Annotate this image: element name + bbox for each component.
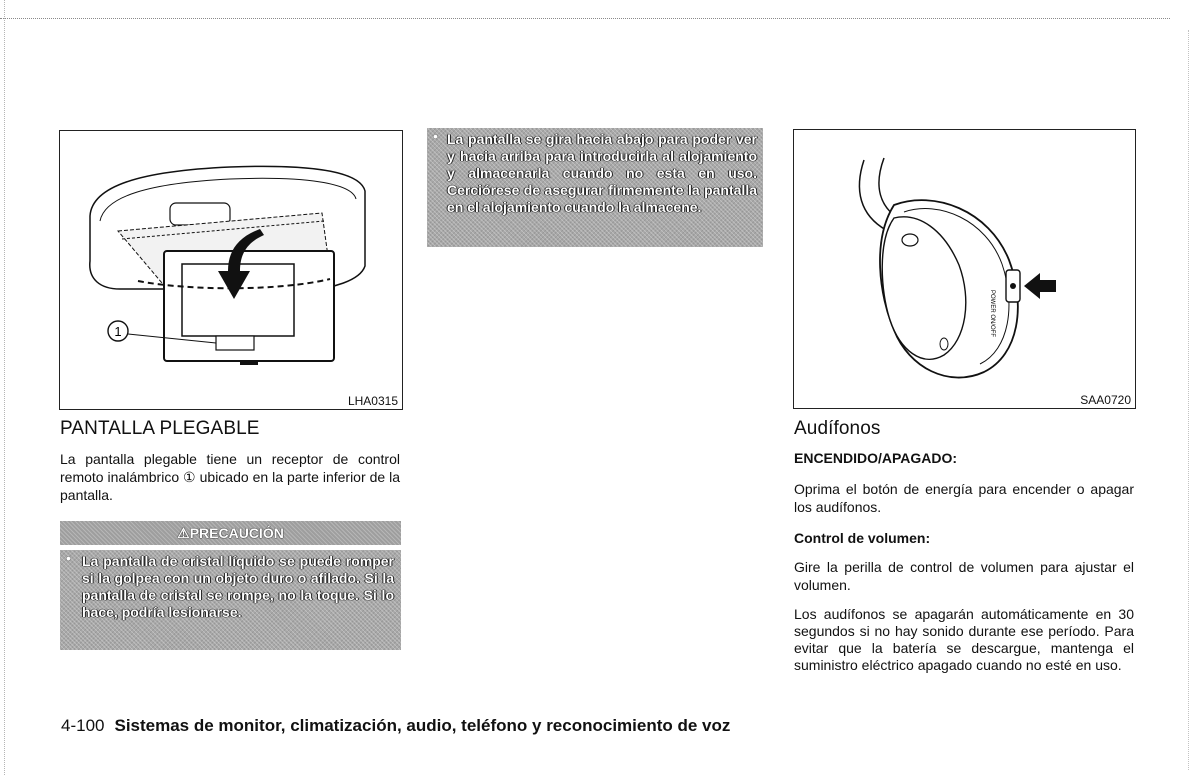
page-number: 4-100 [61, 716, 105, 735]
scan-edge-left [4, 0, 6, 775]
page-footer [61, 716, 730, 736]
note-text: La pantalla se gira hacia abajo para poder ver y hacia arriba para introducirla al alojamiento y almacenarla cuando no esta en uso. Cerciórese de asegurar firmemente la pantalla en el alojamiento cuando la almacene. [447, 131, 757, 215]
power-paragraph: Oprima el botón de energía para encender o apagar los audífonos. [794, 481, 1134, 515]
volume-paragraph: Gire la perilla de control de volumen para ajustar el volumen. [794, 559, 1134, 593]
auto-off-paragraph: Los audífonos se apagarán automáticamente en 30 segundos si no hay sonido durante ese período. Para evitar que la batería se descargue, mantenga el suministro eléctrico apagado cuando no esté en uso. [794, 606, 1134, 673]
scan-edge-top [0, 18, 1170, 20]
folding-screen-illustration [60, 131, 402, 409]
footer-section-title: Sistemas de monitor, climatización, audio, teléfono y reconocimiento de voz [114, 716, 731, 735]
caution-text: La pantalla de cristal líquido se puede romper si la golpea con un objeto duro o afilado. Si la pantalla de cristal se rompe, no la toque. Si lo hace, podría lesionarse. [82, 553, 394, 620]
headphones-illustration [794, 130, 1135, 408]
folding-screen-figure [59, 130, 403, 410]
scan-edge-right [1188, 30, 1190, 770]
section-heading: Audífonos [794, 418, 881, 439]
callout-number: 1 [114, 324, 122, 339]
caution-box [60, 550, 401, 650]
intro-paragraph: La pantalla plegable tiene un receptor de control remoto inalámbrico ① ubicado en la parte inferior de la pantalla. [60, 451, 400, 503]
power-switch-label: POWER ON/OFF [989, 290, 995, 337]
headphones-figure [793, 129, 1136, 409]
power-subheading: ENCENDIDO/APAGADO: [794, 450, 958, 466]
figure-code: LHA0315 [347, 394, 398, 408]
caution-title: ⚠PRECAUCIÓN [60, 521, 401, 545]
volume-subheading: Control de volumen: [794, 530, 931, 546]
figure-code: SAA0720 [1080, 393, 1131, 407]
bullet-icon: • [66, 550, 71, 566]
note-box [427, 128, 763, 247]
section-heading: PANTALLA PLEGABLE [60, 418, 260, 439]
bullet-icon: • [433, 128, 438, 144]
